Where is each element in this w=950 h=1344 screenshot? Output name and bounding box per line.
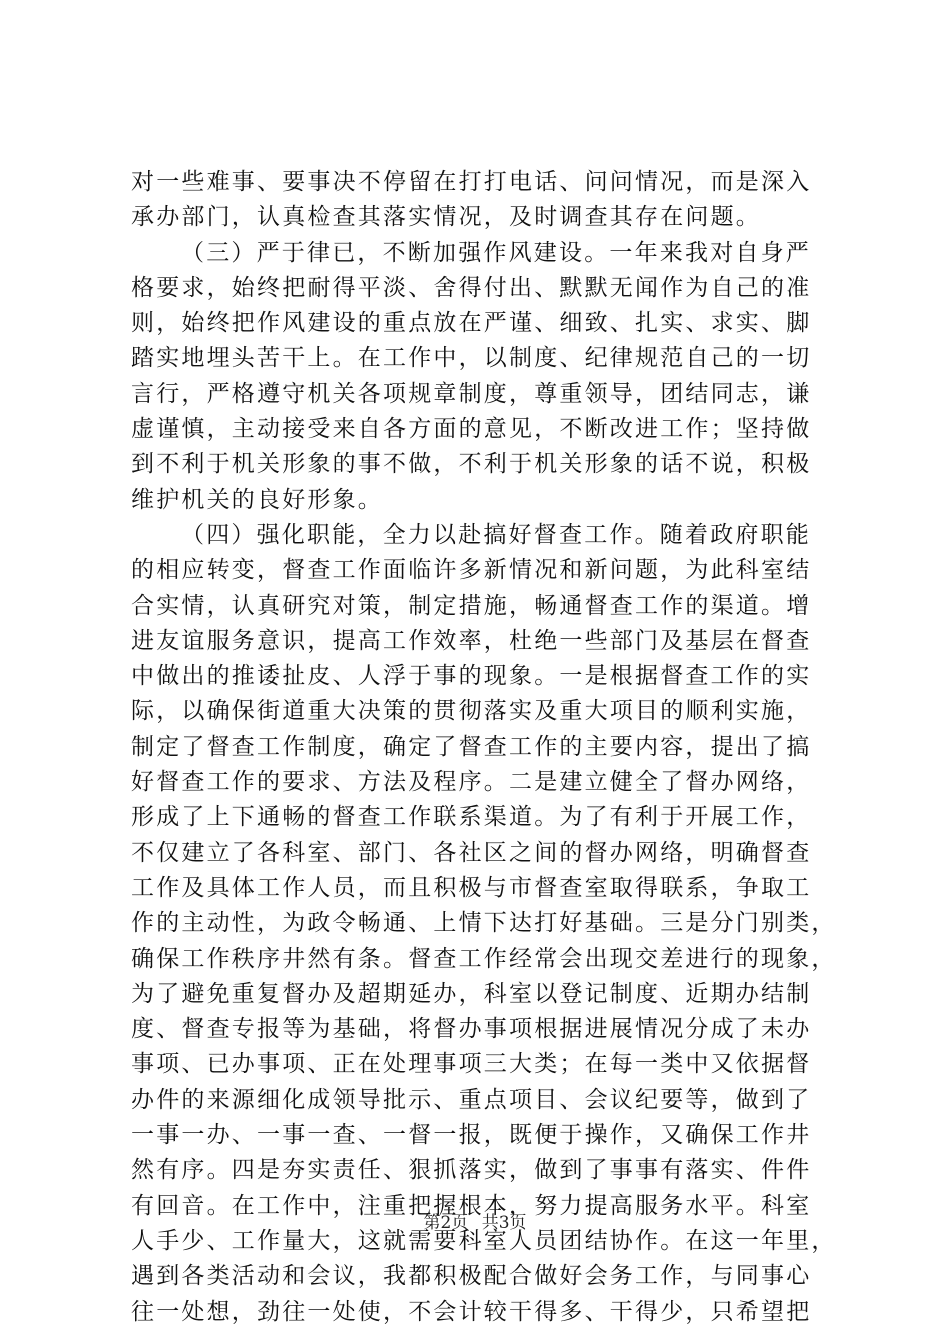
- text-line: 虚谨慎，主动接受来自各方面的意见，不断改进工作；坚持做: [131, 416, 812, 443]
- text-line: 为了避免重复督办及超期延办，科室以登记制度、近期办结制: [131, 980, 812, 1007]
- text-line: 不仅建立了各科室、部门、各社区之间的督办网络，明确督查: [131, 839, 812, 866]
- text-line: 言行，严格遵守机关各项规章制度，尊重领导，团结同志，谦: [131, 380, 812, 407]
- text-line: 确保工作秩序井然有条。督查工作经常会出现交差进行的现象，: [131, 945, 837, 972]
- text-line: 形成了上下通畅的督查工作联系渠道。为了有利于开展工作，: [131, 804, 812, 831]
- text-line: 合实情，认真研究对策，制定措施，畅通督查工作的渠道。增: [131, 592, 812, 619]
- text-line: 往一处想，劲往一处使，不会计较干得多、干得少，只希望把: [131, 1298, 812, 1325]
- text-line: 维护机关的良好形象。: [131, 486, 383, 513]
- text-line: 人手少、工作量大，这就需要科室人员团结协作。在这一年里，: [131, 1227, 837, 1254]
- text-line: 承办部门，认真检查其落实情况，及时调查其存在问题。: [131, 204, 761, 231]
- text-line: 工作及具体工作人员，而且积极与市督查室取得联系，争取工: [131, 874, 812, 901]
- text-line: 到不利于机关形象的事不做，不利于机关形象的话不说，积极: [131, 451, 812, 478]
- text-line: 遇到各类活动和会议，我都积极配合做好会务工作，与同事心: [131, 1263, 812, 1290]
- text-line: 有回音。在工作中，注重把握根本，努力提高服务水平。科室: [131, 1192, 812, 1219]
- text-line: 则，始终把作风建设的重点放在严谨、细致、扎实、求实、脚: [131, 310, 812, 337]
- document-body: [131, 165, 837, 1330]
- text-line: 一事一办、一事一查、一督一报，既便于操作，又确保工作井: [131, 1122, 812, 1149]
- text-line: 际，以确保街道重大决策的贯彻落实及重大项目的顺利实施，: [131, 698, 812, 725]
- text-line: （三）严于律已，不断加强作风建设。一年来我对自身严: [181, 239, 811, 266]
- text-line: （四）强化职能，全力以赴搞好督查工作。随着政府职能: [181, 521, 811, 548]
- text-line: 制定了督查工作制度，确定了督查工作的主要内容，提出了搞: [131, 733, 812, 760]
- text-line: 对一些难事、要事决不停留在打打电话、问问情况，而是深入: [131, 169, 812, 195]
- text-line: 踏实地埋头苦干上。在工作中，以制度、纪律规范自己的一切: [131, 345, 812, 372]
- text-line: 中做出的推诿扯皮、人浮于事的现象。一是根据督查工作的实: [131, 663, 812, 690]
- page-total: 共3页: [481, 1213, 527, 1233]
- text-line: 然有序。四是夯实责任、狠抓落实，做到了事事有落实、件件: [131, 1157, 812, 1184]
- text-line: 格要求，始终把耐得平淡、舍得付出、默默无闻作为自己的准: [131, 274, 812, 301]
- text-line: 的相应转变，督查工作面临许多新情况和新问题，为此科室结: [131, 557, 812, 584]
- text-line: 作的主动性，为政令畅通、上情下达打好基础。三是分门别类，: [131, 910, 837, 937]
- page-footer: [0, 1211, 950, 1235]
- text-line: 进友谊服务意识，提高工作效率，杜绝一些部门及基层在督查: [131, 627, 812, 654]
- text-line: 办件的来源细化成领导批示、重点项目、会议纪要等，做到了: [131, 1086, 812, 1113]
- text-line: 度、督查专报等为基础，将督办事项根据进展情况分成了未办: [131, 1016, 812, 1043]
- page-number: 第2页: [423, 1213, 469, 1233]
- text-line: 好督查工作的要求、方法及程序。二是建立健全了督办网络，: [131, 769, 812, 796]
- text-line: 事项、已办事项、正在处理事项三大类；在每一类中又依据督: [131, 1051, 812, 1078]
